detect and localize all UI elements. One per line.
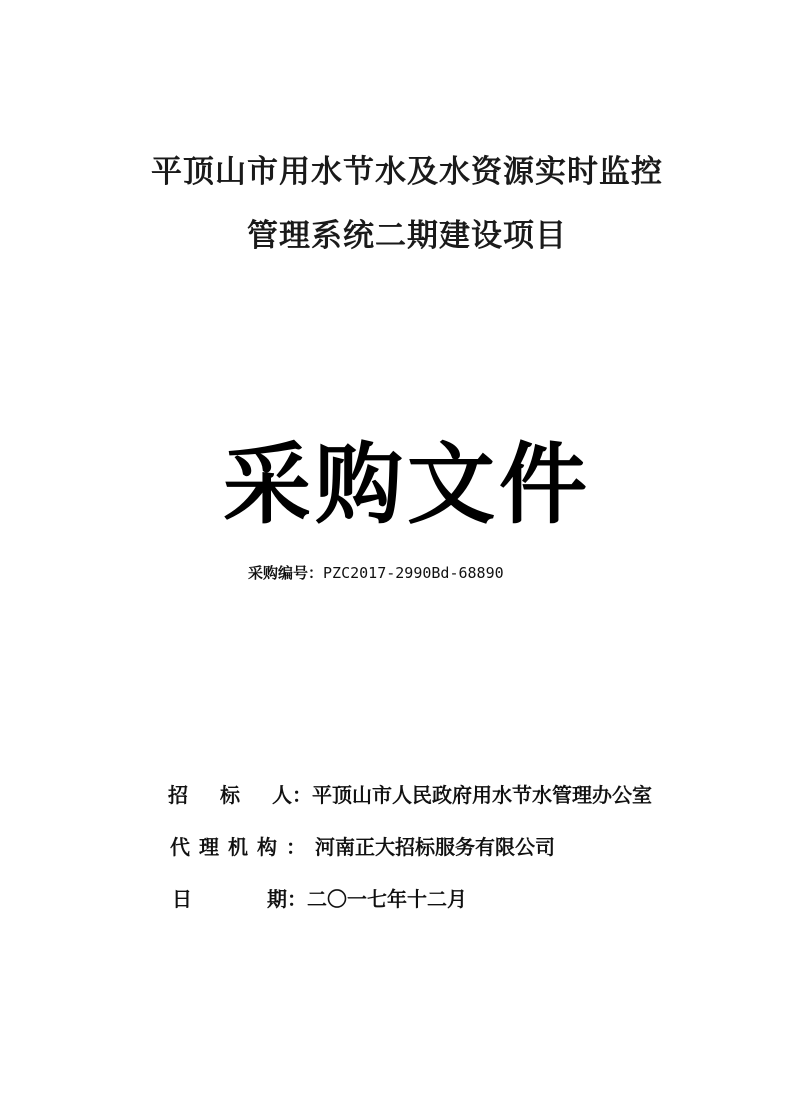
procurement-number — [248, 562, 504, 583]
date-label-last: 期： — [267, 887, 307, 911]
date-value: 二〇一七年十二月 — [307, 887, 467, 911]
project-title-line-1: 平顶山市用水节水及水资源实时监控 — [151, 154, 663, 190]
tenderer-label-end: 人： — [272, 783, 312, 807]
agency-value: 河南正大招标服务有限公司 — [315, 835, 555, 859]
tenderer-row — [168, 779, 652, 808]
project-title-line-2: 管理系统二期建设项目 — [247, 218, 567, 254]
tenderer-value: 平顶山市人民政府用水节水管理办公室 — [312, 783, 652, 807]
document-type-heading: 采购文件 — [222, 433, 591, 536]
date-row — [172, 883, 467, 912]
tenderer-label: 招标 — [168, 783, 272, 807]
agency-row — [170, 831, 555, 860]
procurement-number-label: 采购编号： — [248, 564, 324, 582]
date-label-first: 日 — [172, 887, 192, 911]
procurement-number-value: PZC2017-2990Bd-68890 — [323, 564, 504, 582]
agency-label: 代理机构： — [170, 835, 315, 859]
